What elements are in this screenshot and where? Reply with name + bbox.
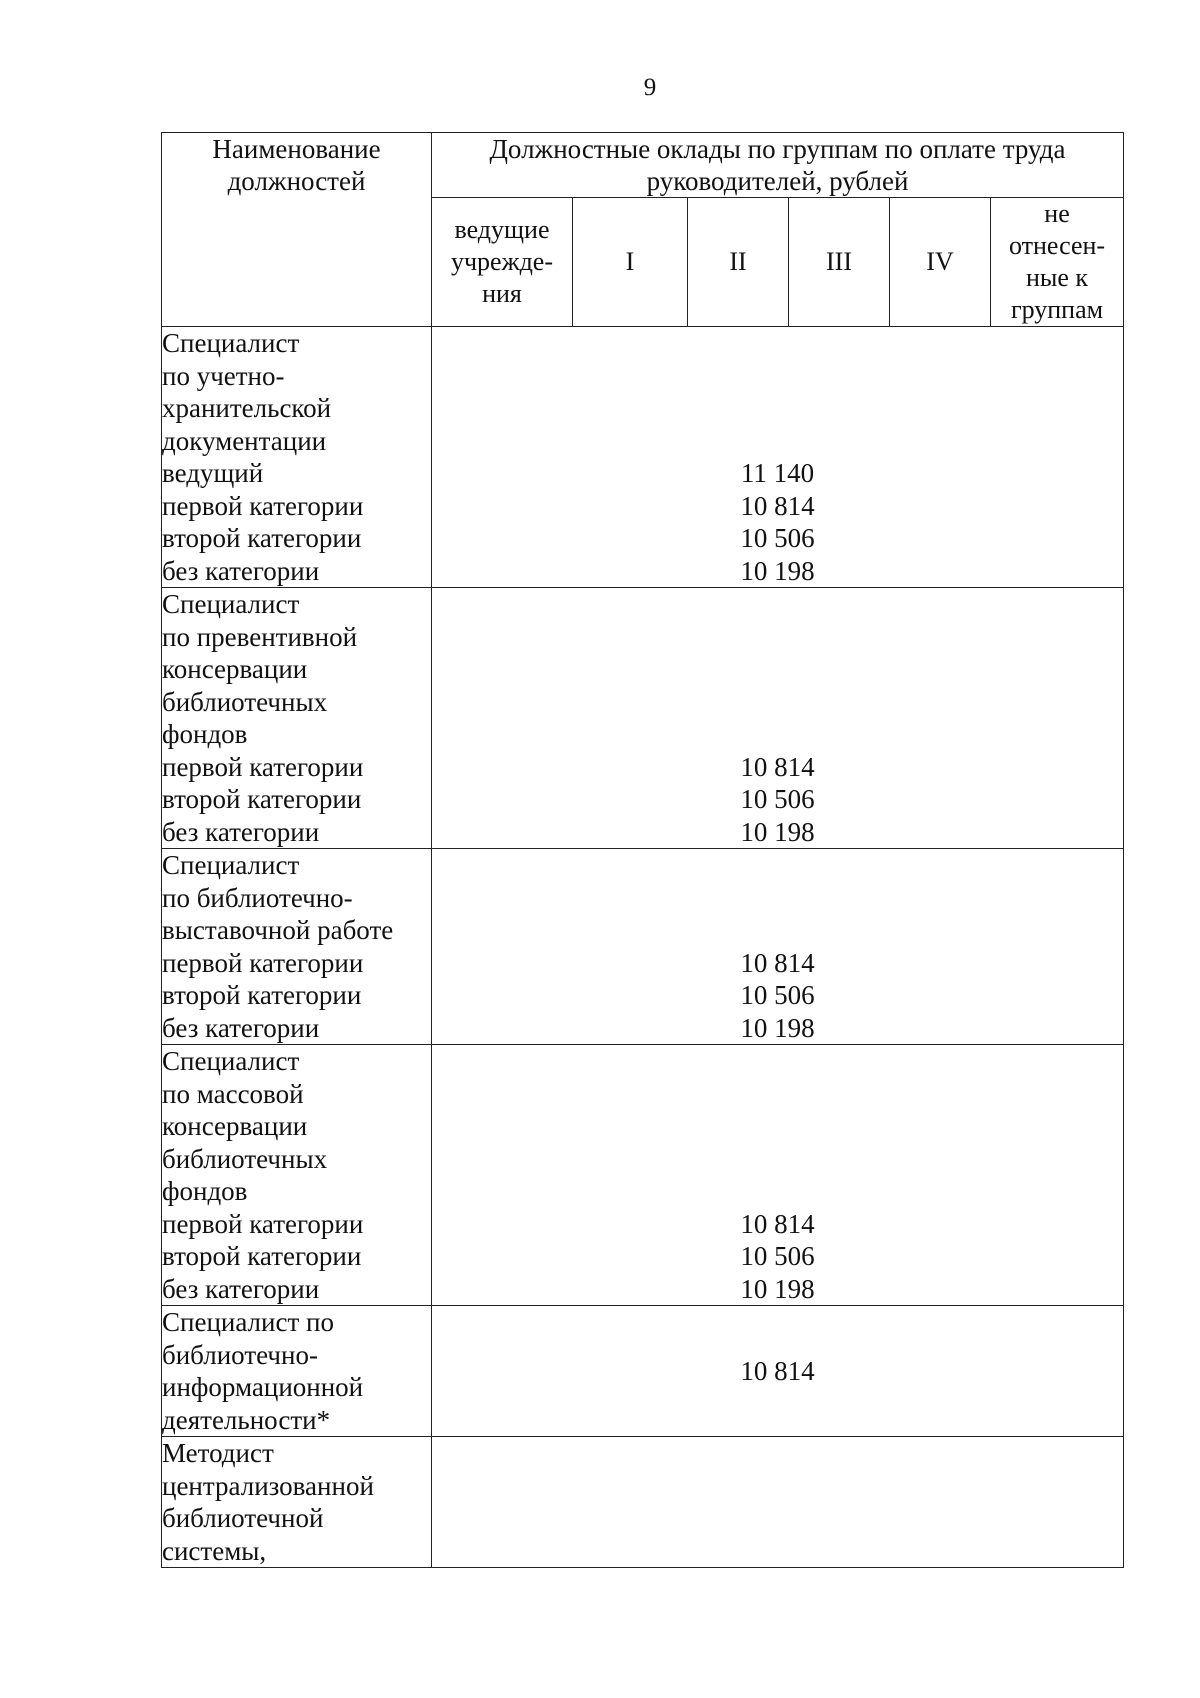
group-header-2	[688, 198, 789, 327]
salary-value: 10 506	[740, 523, 815, 553]
salary-value: 11 140	[740, 458, 815, 488]
position-title-line: хранительской	[162, 393, 332, 423]
salary-value-cell	[432, 1437, 1124, 1568]
position-title-line: консервации	[162, 1111, 308, 1141]
category-label: без категории	[162, 1012, 320, 1043]
table-header	[162, 133, 1124, 327]
category-label: без категории	[162, 1273, 320, 1304]
table-row	[162, 327, 1124, 588]
salary-value: 10 506	[740, 784, 815, 814]
table-row	[162, 588, 1124, 849]
group-header-line: группам	[1010, 295, 1104, 324]
position-title-line: консервации	[162, 654, 308, 684]
position-title-line: документации	[162, 425, 327, 456]
category-label: без категории	[162, 555, 320, 586]
salary-table	[161, 132, 1124, 1568]
position-title-line: централизованной	[162, 1470, 374, 1501]
group-header-line: ния	[482, 279, 522, 308]
group-header-line: III	[826, 247, 852, 276]
category-label: без категории	[162, 816, 320, 847]
salary-value: 10 506	[740, 1241, 815, 1271]
position-title-line: Специалист	[162, 589, 300, 619]
group-header-line: ведущие	[454, 215, 550, 244]
group-header-5	[991, 198, 1124, 327]
salary-value: 10 506	[740, 980, 815, 1010]
group-header-line: не	[1044, 199, 1070, 228]
position-title-line: Методист	[162, 1438, 274, 1468]
group-header-0	[432, 198, 573, 327]
group-header-line: учрежде-	[450, 247, 553, 276]
position-title-line: библиотечно-	[162, 1339, 318, 1370]
group-header-line: I	[625, 247, 635, 276]
salary-value-cell	[432, 1306, 1124, 1437]
group-header-line: II	[729, 247, 747, 276]
position-title-line: по массовой	[162, 1078, 304, 1109]
salary-value: 10 814	[740, 1208, 815, 1239]
salary-value: 10 814	[740, 947, 815, 978]
salary-column-header: Должностные оклады по группам по оплате труда руководителей, рублей	[432, 133, 1124, 198]
position-title-line: Специалист	[162, 850, 300, 880]
position-name-cell	[162, 1437, 432, 1568]
page-number: 9	[643, 74, 657, 101]
position-title-line: библиотечной	[162, 1503, 324, 1533]
position-title-line: выставочной работе	[162, 915, 394, 945]
position-name-cell	[162, 327, 432, 588]
table-row	[162, 1306, 1124, 1437]
salary-value-cell	[432, 1045, 1124, 1306]
position-title-line: по библиотечно-	[162, 882, 353, 913]
salary-value: 10 198	[740, 555, 815, 586]
position-title-line: Специалист по	[162, 1307, 334, 1337]
salary-value: 10 814	[740, 1355, 815, 1386]
position-title-line: по превентивной	[162, 621, 358, 652]
position-title-line: по учетно-	[162, 360, 285, 391]
position-title-line: библиотечных	[162, 686, 328, 717]
group-header-line: ные к	[1025, 263, 1089, 292]
salary-value: 10 198	[740, 1012, 815, 1043]
position-name-cell	[162, 1306, 432, 1437]
position-title-line: библиотечных	[162, 1143, 328, 1174]
position-title-line: информационной	[162, 1372, 364, 1402]
category-label: второй категории	[162, 980, 362, 1010]
category-label: первой категории	[162, 751, 364, 782]
table-body	[162, 327, 1124, 1568]
position-column-header: Наименование должностей	[162, 133, 432, 327]
position-title-line: Специалист	[162, 328, 300, 358]
salary-value-cell	[432, 327, 1124, 588]
group-header-4	[890, 198, 991, 327]
table-row	[162, 849, 1124, 1045]
position-title-line: фондов	[162, 719, 248, 749]
group-header-line: IV	[926, 247, 954, 276]
position-title-line: системы,	[162, 1535, 267, 1566]
table-row	[162, 1437, 1124, 1568]
position-title-line: деятельности*	[162, 1404, 331, 1435]
salary-value-cell	[432, 588, 1124, 849]
position-name-cell	[162, 588, 432, 849]
group-header-3	[789, 198, 890, 327]
position-name-cell	[162, 849, 432, 1045]
salary-value: 10 198	[740, 1273, 815, 1304]
table-row	[162, 1045, 1124, 1306]
category-label: второй категории	[162, 1241, 362, 1271]
salary-value-cell	[432, 849, 1124, 1045]
category-label: второй категории	[162, 784, 362, 814]
position-title-line: фондов	[162, 1176, 248, 1206]
position-title-line: Специалист	[162, 1046, 300, 1076]
salary-value: 10 814	[740, 490, 815, 521]
salary-value: 10 814	[740, 751, 815, 782]
category-label: второй категории	[162, 523, 362, 553]
position-name-cell	[162, 1045, 432, 1306]
category-label: первой категории	[162, 1208, 364, 1239]
group-header-1	[573, 198, 688, 327]
salary-value: 10 198	[740, 816, 815, 847]
category-label: ведущий	[162, 458, 264, 488]
category-label: первой категории	[162, 947, 364, 978]
category-label: первой категории	[162, 490, 364, 521]
group-header-line: отнесен-	[1008, 231, 1106, 260]
